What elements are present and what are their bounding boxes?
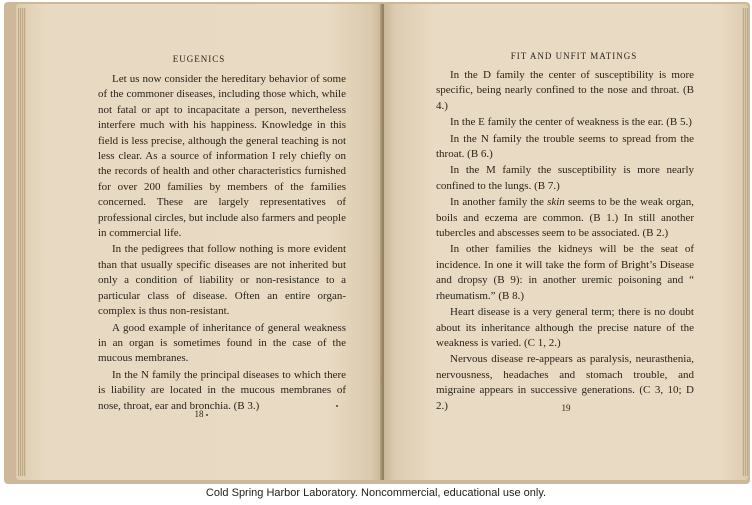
paragraph: Let us now consider the hereditary behavior of some of the commoner diseases, including those which, while not fatal or apt to incapacitate a person, nevertheless interfere much with his happiness. Knowledge in this field is less precise, although the general teaching is not less clear. As a source of information I rely chiefly on the records of health and other characteristics furnished for over 200 families by members of the families concerned. These are largely representatives of professional circles, but include also farmers and people in commercial life. (98, 73, 346, 240)
paragraph (436, 195, 694, 241)
left-body-text (98, 72, 346, 415)
page-edges (18, 8, 26, 476)
right-page (384, 4, 748, 480)
right-page-number: 19 (561, 403, 571, 413)
ink-speck (336, 405, 338, 407)
paragraph: In the D family the center of susceptibility is more specific, being nearly confined to the nose and throat. (B 4.) (436, 69, 694, 112)
right-body-text (436, 68, 694, 415)
left-running-header: EUGENICS (172, 54, 226, 64)
paragraph: A good example of inheritance of general weakness in an organ is sometimes found in the case of the mucous membranes. (98, 321, 346, 365)
italic-word: skin (547, 196, 565, 209)
paragraph: Heart disease is a very general term; there is no doubt about its inheritance although the precise nature of the weakness is varied. (C 1, 2.) (436, 306, 694, 349)
right-running-header: FIT AND UNFIT MATINGS (510, 51, 638, 61)
ink-speck (206, 414, 208, 416)
open-book (4, 2, 750, 484)
left-page (16, 4, 382, 480)
paragraph: In the N family the principal diseases to which there is liability are located in the mucous membranes of nose, throat, ear and bronchia. (B 3.) (98, 368, 346, 412)
paragraph: In the M family the susceptibility is more nearly confined to the lungs. (B 7.) (436, 164, 694, 192)
paragraph: In the pedigrees that follow nothing is more evident than that usually specific diseases are not inherited but only a condition of liability or non-resistance to a particular class of disease. Often an entire organ-complex is thus non-resistant. (98, 243, 346, 318)
text-run: In another family the (450, 196, 548, 209)
paragraph: In the N family the trouble seems to spread from the throat. (B 6.) (436, 132, 694, 161)
paragraph: Nervous disease re-appears as paralysis, neurasthenia, nervousness, headaches and stomach trouble, and migraine appears in successive generations. (C 3, 10; D 2.) (436, 353, 694, 412)
text-run: seems to be the weak organ, boils and eczema are common. (B 1.) In still another tubercles and abscesses seem to be associated. (B 2.) (436, 196, 694, 240)
copyright-caption: Cold Spring Harbor Laboratory. Noncommercial, educational use only. (205, 487, 547, 499)
left-page-number: 18 (194, 409, 204, 419)
paragraph: In the E family the center of weakness is the ear. (B 5.) (450, 116, 692, 129)
paragraph: In other families the kidneys will be the seat of incidence. In one it will take the form of Bright’s Disease and dropsy (B 9): in another uremic poisoning and “ rheumatism.” (B 8.) (436, 243, 694, 302)
